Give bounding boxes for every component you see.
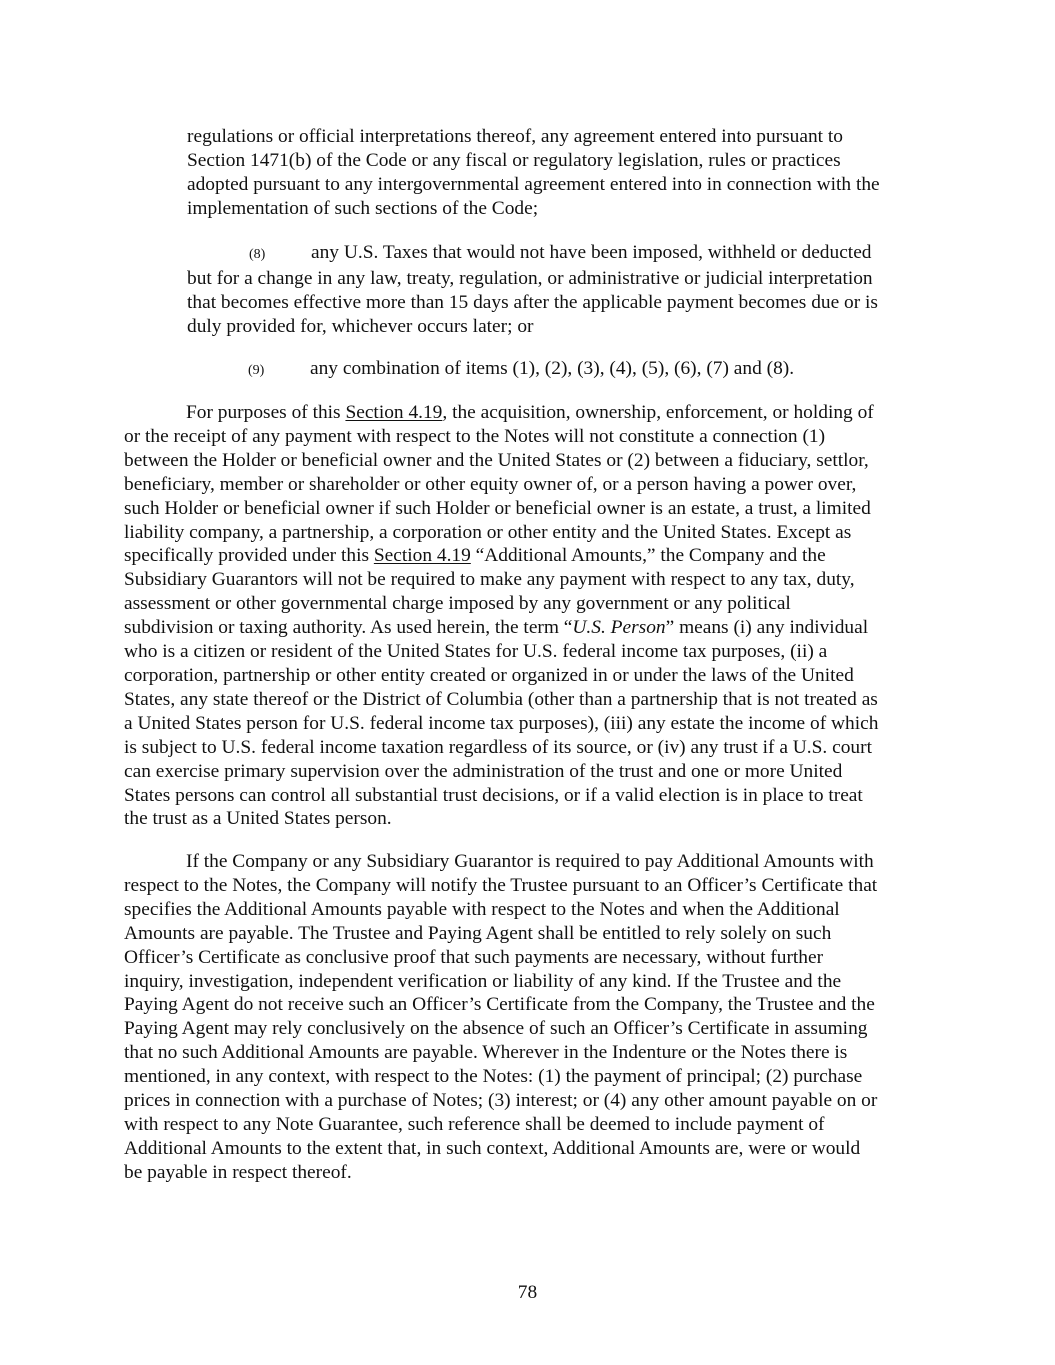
text-line: be payable in respect thereof. [124, 1161, 352, 1183]
text-run: For purposes of this [186, 402, 346, 423]
text-line: States, any state thereof or the District of Columbia (other than a partnership that is not treated as [124, 688, 878, 710]
text-line: that becomes effective more than 15 days after the applicable payment becomes due or is [187, 291, 878, 313]
text-line: a United States person for U.S. federal income tax purposes), (iii) any estate the income of which [124, 712, 879, 734]
text-line: Paying Agent do not receive such an Officer’s Certificate from the Company, the Trustee and the [124, 994, 875, 1016]
text-line: who is a citizen or resident of the United States for U.S. federal income tax purposes, (ii) a [124, 641, 828, 663]
text-line: can exercise primary supervision over the administration of the trust and one or more United [124, 760, 843, 782]
item-7-continuation [187, 125, 880, 221]
text-line: Amounts are payable. The Trustee and Paying Agent shall be entitled to rely solely on such [124, 922, 832, 944]
text-line: is subject to U.S. federal income taxation regardless of its source, or (iv) any trust if a U.S. court [124, 736, 872, 758]
paragraph-us-person-definition [124, 401, 878, 831]
text-line: Officer’s Certificate as conclusive proof that such payments are necessary, without further [124, 946, 824, 968]
item-number: (8) [249, 247, 266, 262]
text-line: duly provided for, whichever occurs later; or [187, 315, 534, 337]
text-line: Paying Agent may rely conclusively on the absence of such an Officer’s Certificate in assuming [124, 1018, 868, 1040]
list-item-8 [187, 241, 878, 339]
defined-term: U.S. Person [572, 617, 666, 639]
text-line [248, 357, 794, 383]
text-line: implementation of such sections of the Code; [187, 197, 539, 219]
section-reference: Section 4.19 [373, 545, 471, 567]
text-line: mentioned, in any context, with respect to the Notes: (1) the payment of principal; (2) purchase [124, 1066, 863, 1088]
text-line: between the Holder or beneficial owner and the United States or (2) between a fiduciary, settlor, [124, 449, 869, 471]
text-line: respect to the Notes, the Company will notify the Trustee pursuant to an Officer’s Certificate that [124, 874, 878, 896]
text-line: the trust as a United States person. [124, 808, 392, 830]
section-reference: Section 4.19 [345, 402, 443, 423]
text-line: regulations or official interpretations thereof, any agreement entered into pursuant to [187, 126, 843, 147]
text-line: liability company, a partnership, a corporation or other entity and the United States. Except as [124, 521, 852, 543]
list-item-9 [248, 357, 794, 383]
text-line: specifies the Additional Amounts payable with respect to the Notes and when the Additional [124, 898, 840, 920]
text-line: States persons can control all substantial trust decisions, or if a valid election is in place to treat [124, 784, 863, 806]
paragraph-additional-amounts-notice [124, 850, 877, 1185]
text-run: ” means (i) any individual [665, 617, 869, 639]
text-line: or the receipt of any payment with respect to the Notes will not constitute a connection (1) [124, 425, 826, 447]
text-line: with respect to any Note Guarantee, such reference shall be deemed to include payment of [124, 1113, 825, 1135]
text-line [124, 544, 878, 568]
text-line: corporation, partnership or other entity created or organized in or under the laws of the United [124, 664, 854, 686]
text-run: “Additional Amounts,” the Company and the [470, 545, 826, 567]
text-line: inquiry, investigation, independent verification or liability of any kind. If the Trustee and the [124, 970, 842, 992]
text-line: If the Company or any Subsidiary Guarantor is required to pay Additional Amounts with [186, 851, 874, 872]
text-line: beneficiary, member or shareholder or other equity owner of, or a person having a power over, [124, 473, 857, 495]
text-line: prices in connection with a purchase of Notes; (3) interest; or (4) any other amount payable on or [124, 1090, 878, 1112]
text-line: such Holder or beneficial owner if such Holder or beneficial owner is an estate, a trust, a limited [124, 497, 871, 519]
page-number: 78 [517, 1282, 538, 1303]
text-line: but for a change in any law, treaty, regulation, or administrative or judicial interpretation [187, 267, 873, 289]
text-line: Additional Amounts to the extent that, in such context, Additional Amounts are, were or would [124, 1137, 861, 1159]
item-number: (9) [248, 363, 265, 378]
text-line: Section 1471(b) of the Code or any fiscal or regulatory legislation, rules or practices [187, 149, 841, 171]
text-run: subdivision or taxing authority. As used herein, the term “ [124, 617, 573, 639]
text-line: that no such Additional Amounts are payable. Wherever in the Indenture or the Notes there is [124, 1042, 848, 1064]
item-text: any U.S. Taxes that would not have been imposed, withheld or deducted [311, 242, 872, 263]
text-line [187, 241, 878, 267]
text-run: specifically provided under this [124, 545, 374, 567]
text-run: , the acquisition, ownership, enforcement, or holding of [442, 402, 874, 423]
text-line: adopted pursuant to any intergovernmental agreement entered into in connection with the [187, 173, 880, 195]
text-line [124, 616, 878, 640]
text-line: assessment or other governmental charge imposed by any government or any political [124, 593, 791, 615]
item-text: any combination of items (1), (2), (3), (4), (5), (6), (7) and (8). [310, 358, 795, 379]
text-line: Subsidiary Guarantors will not be required to make any payment with respect to any tax, duty, [124, 569, 855, 591]
text-line [124, 401, 878, 425]
